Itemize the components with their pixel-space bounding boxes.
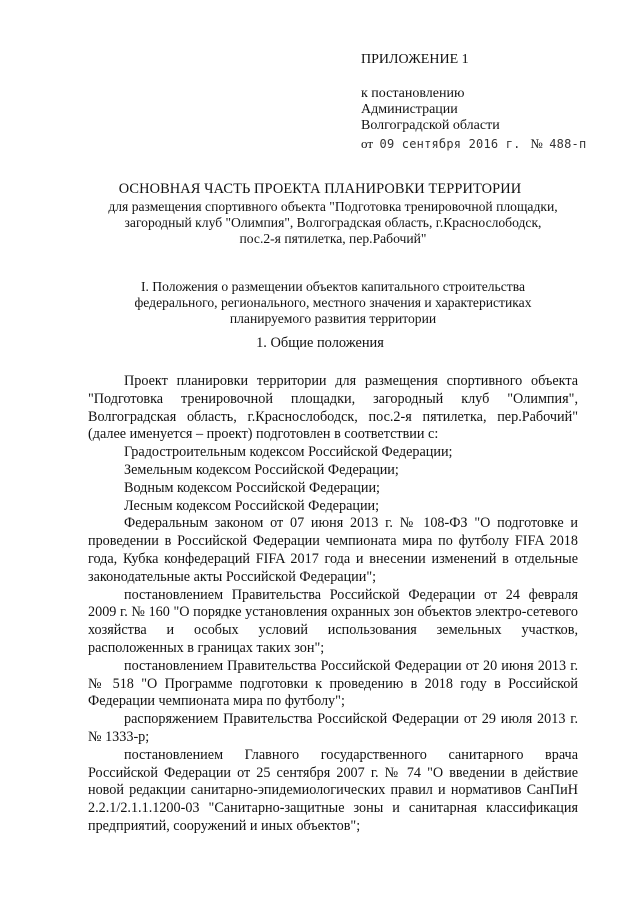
order-from-label: от	[361, 136, 374, 151]
attachment-line: к постановлению	[361, 86, 465, 101]
list-item: Водным кодексом Российской Федерации;	[124, 479, 380, 496]
section-heading-line: федерального, регионального, местного значения и характеристиках	[134, 295, 532, 310]
list-item: Земельным кодексом Российской Федерации;	[124, 461, 399, 478]
document-subtitle	[88, 199, 578, 247]
section-heading	[88, 279, 578, 327]
list-item: Федеральным законом от 07 июня 2013 г. № 108-ФЗ "О подготовке и проведении в Российской Федерации чемпионата мира по футболу FIFA 2018 года, Кубка конфедераций FIFA 2017 года и внесении изменений в отдельные законодательные акты Российской Федерации";	[88, 515, 578, 585]
attachment-line: Администрации	[361, 102, 458, 117]
list-item: постановлением Главного государственного санитарного врача Российской Федерации от 25 сентября 2007 г. № 74 "О введении в действие новой редакции санитарно-эпидемиологических правил и нормативов СанПиН 2.2.1/2.1.1.1200-03 "Санитарно-защитные зоны и санитарная классификация предприятий, сооружений и иных объектов";	[88, 746, 578, 834]
order-date: 09 сентября 2016 г.	[379, 137, 521, 151]
attachment-title: ПРИЛОЖЕНИЕ 1	[361, 52, 469, 67]
document-title: ОСНОВНАЯ ЧАСТЬ ПРОЕКТА ПЛАНИРОВКИ ТЕРРИТОРИИ	[118, 181, 522, 197]
order-reference	[361, 136, 586, 152]
subtitle-line: пос.2-я пятилетка, пер.Рабочий"	[239, 231, 427, 246]
attachment-block	[361, 52, 500, 134]
subtitle-line: загородный клуб "Олимпия", Волгоградская область, г.Краснослободск,	[124, 215, 542, 230]
list-item: постановлением Правительства Российской Федерации от 20 июня 2013 г. № 518 "О Программе подготовки к проведению в 2018 году в Российской Федерации чемпионата мира по футболу";	[88, 657, 578, 710]
order-number-sign: №	[530, 136, 543, 151]
section-heading-line: I. Положения о размещении объектов капитального строительства	[140, 279, 525, 294]
section-heading-line: планируемого развития территории	[229, 311, 437, 326]
list-item: постановлением Правительства Российской Федерации от 24 февраля 2009 г. № 160 "О порядке установления охранных зон объектов электро-сетевого хозяйства и особых условий использования земельных участков, расположенных в границах таких зон";	[88, 586, 578, 656]
order-number: 488-п	[549, 137, 587, 151]
attachment-line: Волгоградской области	[361, 118, 500, 133]
list-item: распоряжением Правительства Российской Федерации от 29 июля 2013 г. № 1333-р;	[88, 711, 578, 745]
list-item: Лесным кодексом Российской Федерации;	[124, 497, 380, 514]
subtitle-line: для размещения спортивного объекта "Подготовка тренировочной площадки,	[108, 199, 558, 214]
list-item: Градостроительным кодексом Российской Федерации;	[124, 444, 453, 461]
document-body	[88, 373, 578, 836]
subsection-heading: 1. Общие положения	[256, 335, 384, 351]
body-paragraph: Проект планировки территории для размещения спортивного объекта "Подготовка тренировочной площадки, загородный клуб "Олимпия", Волгоградская область, г.Краснослободск, пос.2-я пятилетка, пер.Рабочий" (далее именуется – проект) подготовлен в соответствии с:	[88, 373, 578, 443]
